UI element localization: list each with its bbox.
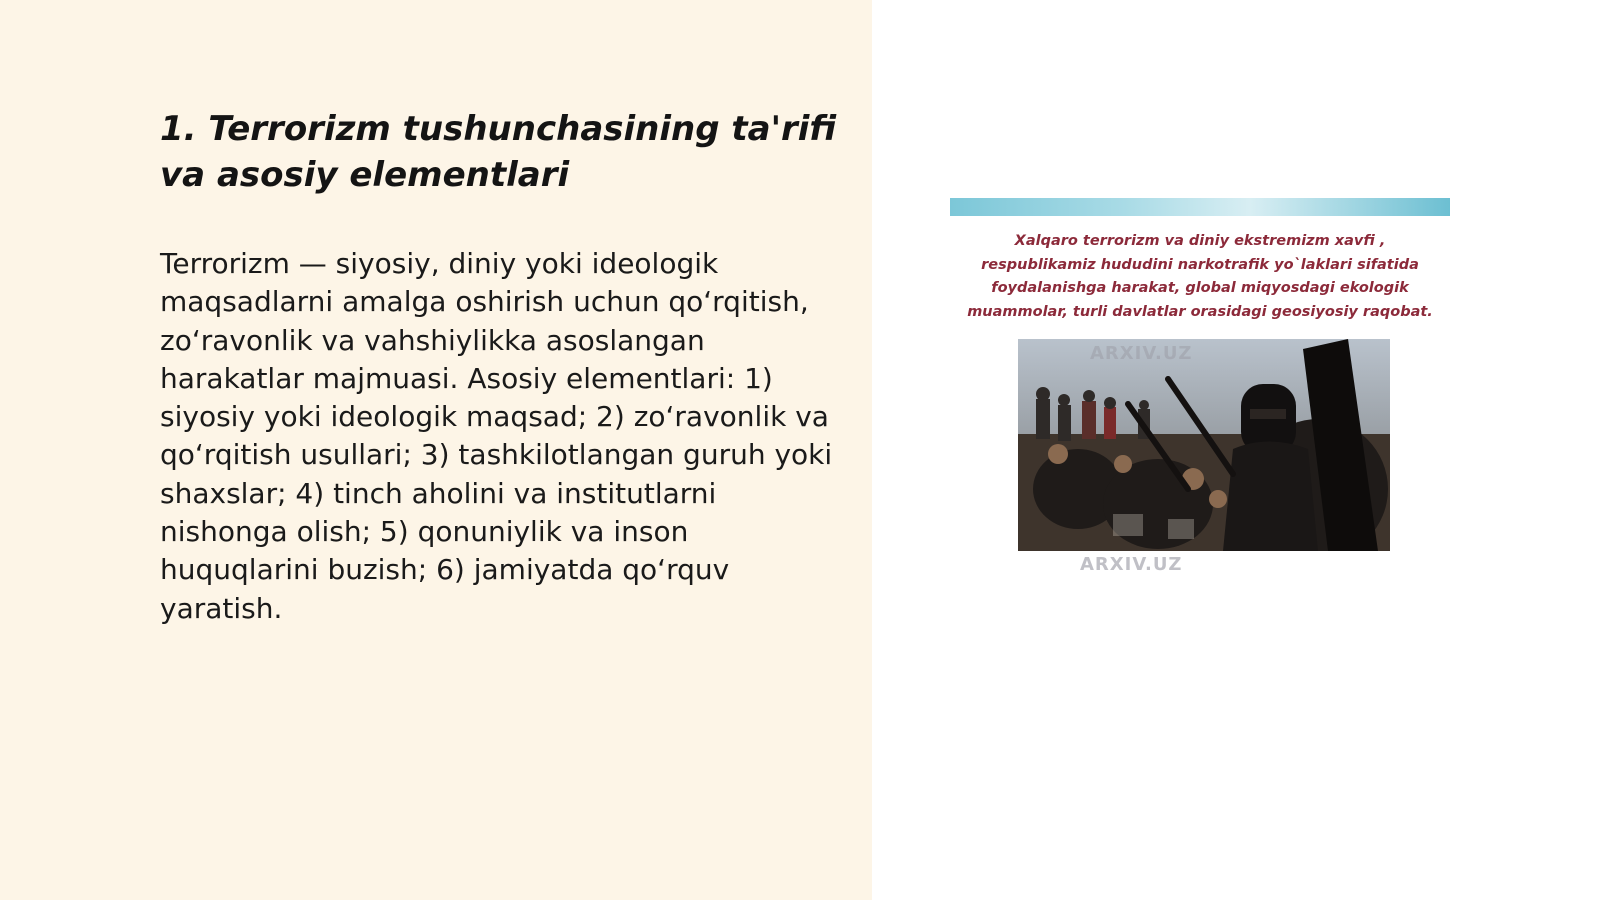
figure-header-bar [950, 198, 1450, 216]
figure-caption: Xalqaro terrorizm va diniy ekstremizm xavfi , respublikamiz hududini narkotrafik yo`laklari sifatida foydalanishga harakat, global miqyosdagi ekologik muammolar, turli davlatlar orasidagi geosiyosiy raqobat. [967, 233, 1433, 320]
armed-militants-photo [1018, 339, 1390, 551]
slide-title: 1. Terrorizm tushunchasining ta'rifi va asosiy elementlari [160, 109, 837, 195]
photo-illustration [1018, 339, 1390, 551]
illustration-figure [950, 198, 1450, 578]
slide-body-text: Terrorizm — siyosiy, diniy yoki ideologik maqsadlarni amalga oshirish uchun qo‘rqitish, zo‘ravonlik va vahshiylikka asoslangan harakatlar majmuasi. Asosiy elementlari: 1) siyosiy yoki ideologik maqsad; 2) zo‘ravonlik va qo‘rqitish usullari; 3) tashkilotlangan guruh yoki shaxslar; 4) tinch aholini va institutlarni nishonga olish; 5) qonuniylik va inson huquqlarini buzish; 6) jamiyatda qo‘rquv yaratish. [160, 247, 833, 625]
watermark-top: ARXIV.UZ [1090, 343, 1193, 364]
watermark-bottom: ARXIV.UZ [1080, 554, 1183, 575]
